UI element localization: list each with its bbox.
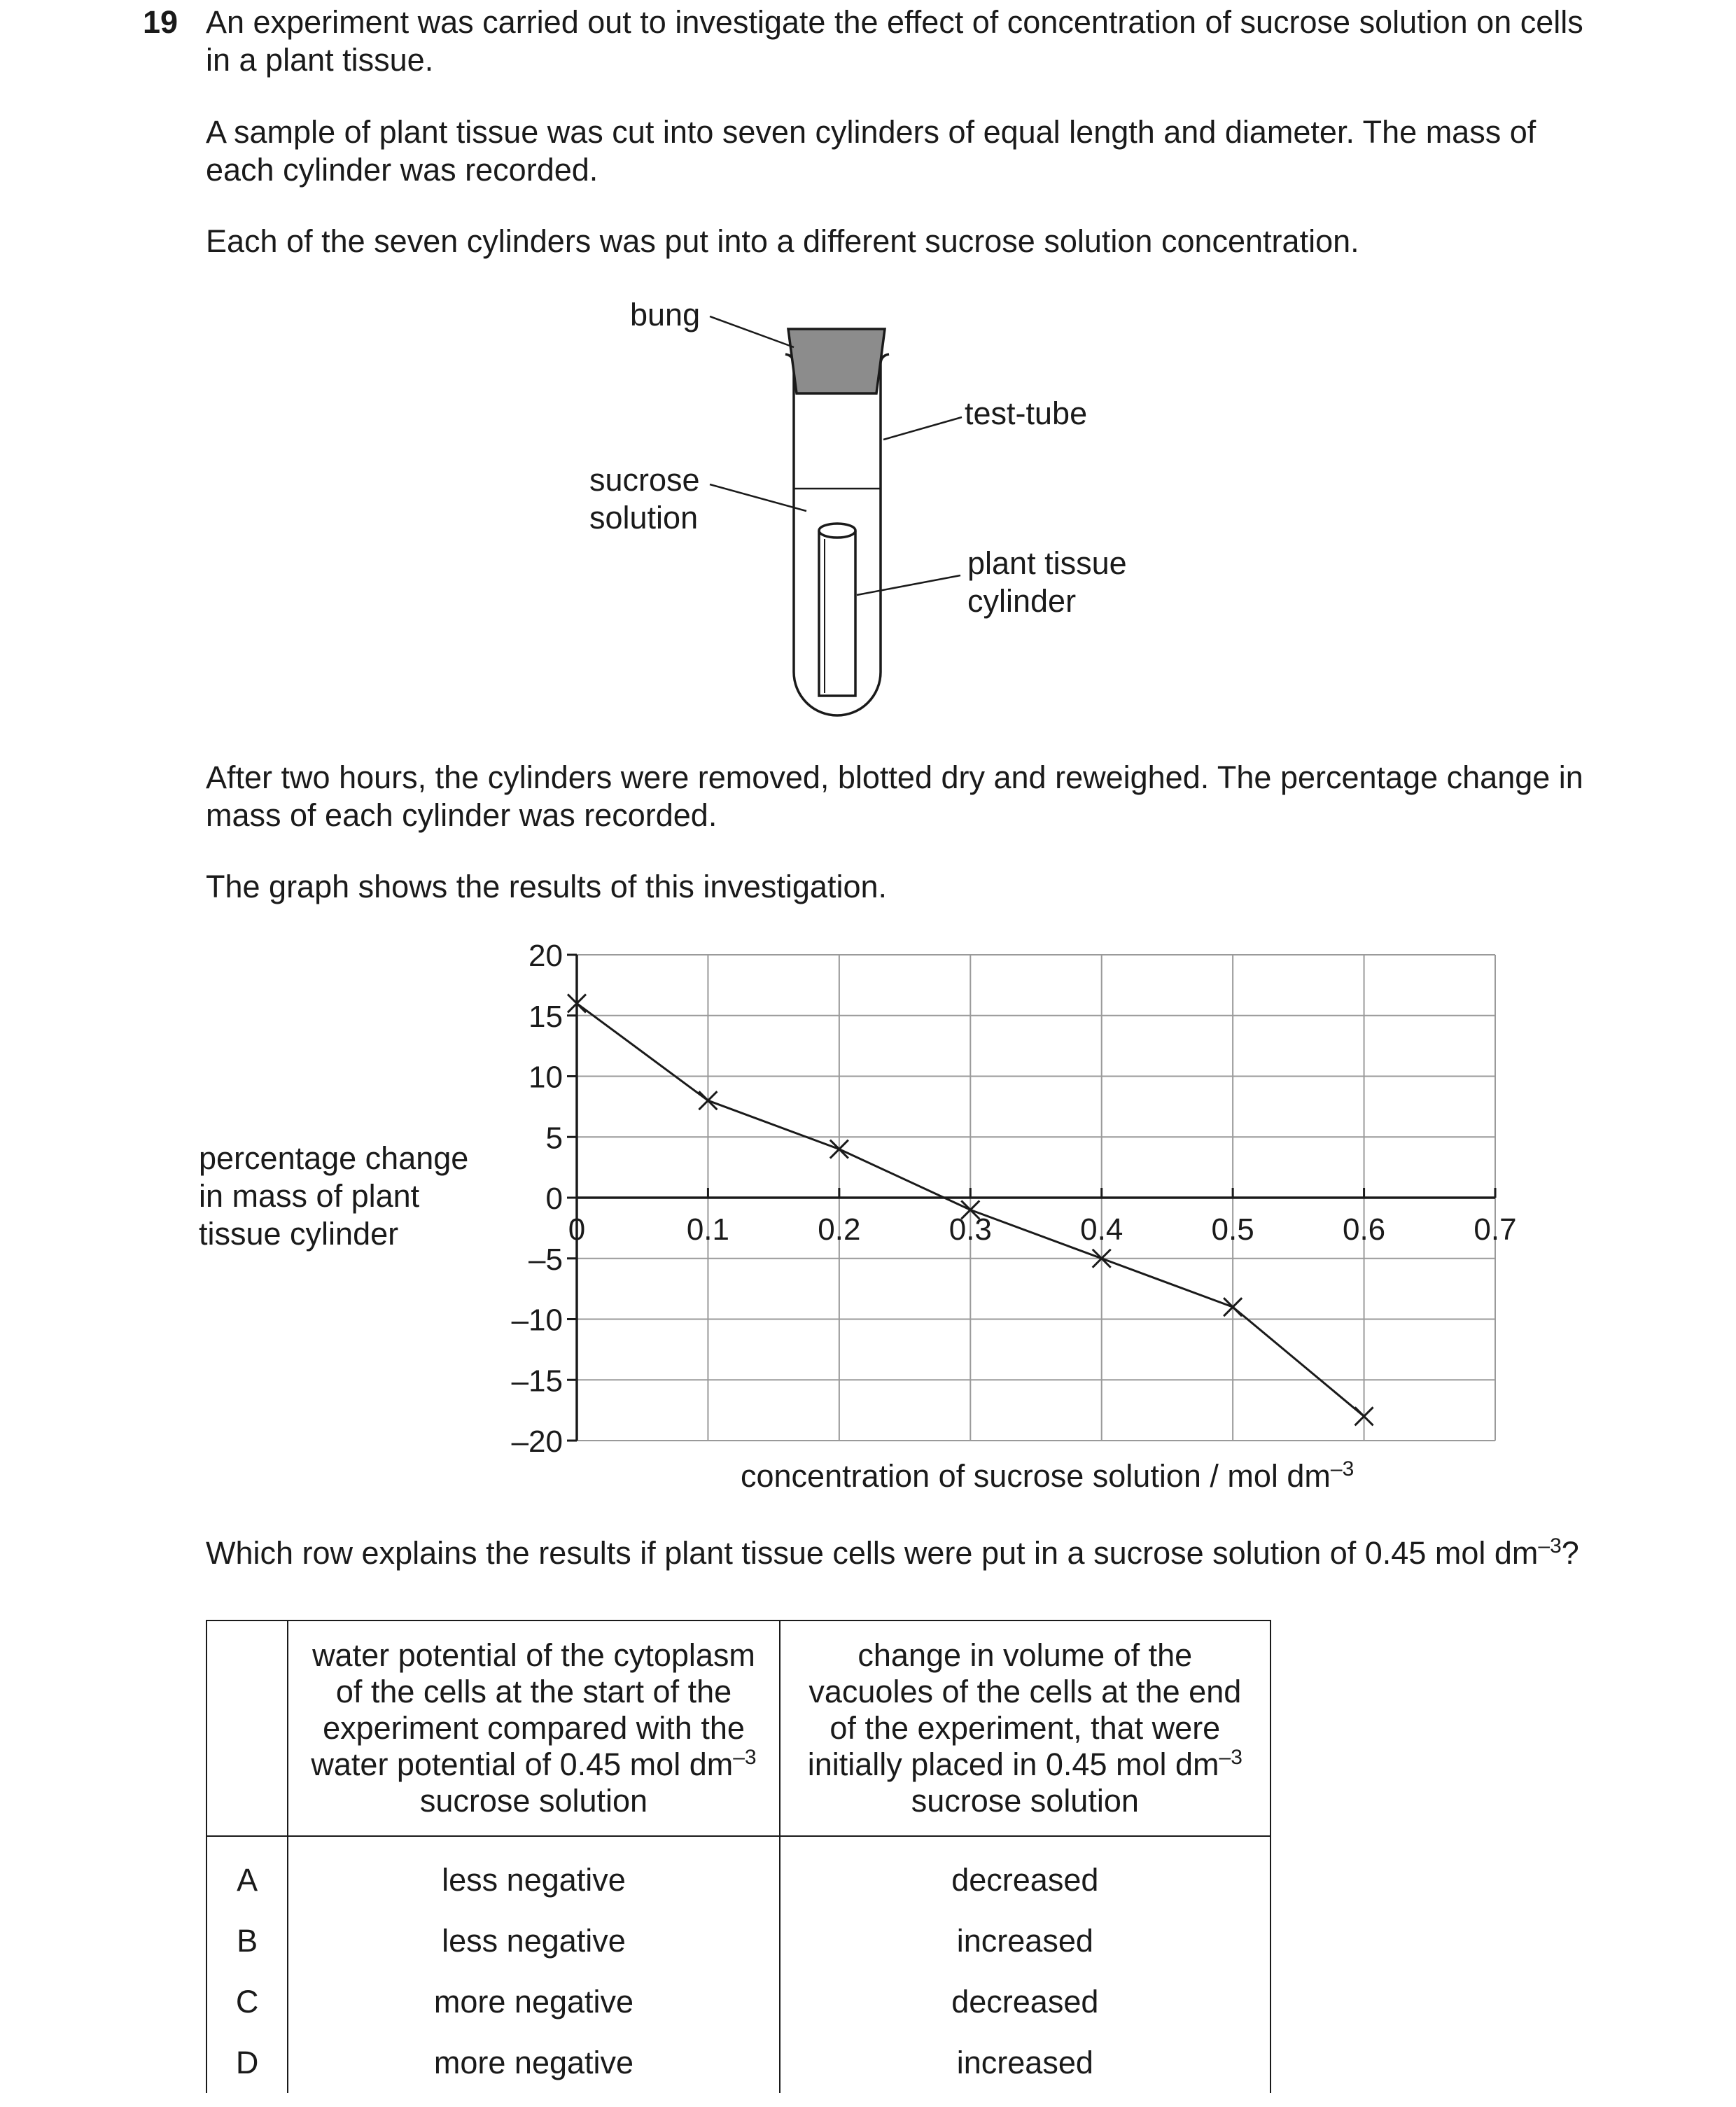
- answer-options-table: [206, 1620, 1271, 2093]
- method-paragraph-1: A sample of plant tissue was cut into seven cylinders of equal length and diameter. The mass of each cylinder was recorded.: [206, 114, 1536, 188]
- x-tick-label: 0.6: [1342, 1212, 1386, 1247]
- sucrose-solution-label-line2: solution: [589, 500, 699, 536]
- y-tick-label: –15: [511, 1364, 563, 1399]
- test-tube-label: test-tube: [965, 396, 1088, 431]
- y-axis-label-line2: in mass of plant: [199, 1178, 420, 1214]
- x-tick-label: 0.2: [818, 1212, 861, 1247]
- x-tick-label: 0.1: [686, 1212, 730, 1247]
- bung-label: bung: [630, 297, 701, 332]
- x-tick-label: 0: [568, 1212, 586, 1247]
- option-row-a[interactable]: [206, 1836, 1270, 1910]
- y-tick-label: –5: [528, 1242, 563, 1277]
- question-intro: An experiment was carried out to investigate the effect of concentration of sucrose solution on cells in a plant tissue.: [206, 4, 1583, 78]
- x-axis-label: concentration of sucrose solution / mol $dm^{-3}$: [741, 1457, 1354, 1494]
- y-tick-label: 0: [545, 1182, 563, 1216]
- header-water-potential: water potential of the cytoplasm of the cells at the start of the experiment compared with the water potential of 0.45 mol $dm^{-3}$ sucrose solution: [288, 1620, 779, 1836]
- header-letter-cell: [206, 1620, 288, 1836]
- option-water-potential: less negative: [288, 1836, 779, 1910]
- sucrose-solution-label-line1: sucrose: [589, 462, 700, 498]
- option-vacuole-change: increased: [956, 1922, 1093, 1959]
- question-number: 19: [143, 4, 178, 40]
- table-header-row: [206, 1620, 1270, 1836]
- x-tick-label: 0.4: [1080, 1212, 1124, 1247]
- method-paragraph-3: After two hours, the cylinders were removed, blotted dry and reweighed. The percentage change in mass of each cylinder was recorded.: [206, 760, 1583, 833]
- x-tick-label: 0.7: [1474, 1212, 1517, 1247]
- option-water-potential: less negative: [288, 1910, 779, 1971]
- y-axis-label-line1: percentage change: [199, 1140, 469, 1176]
- option-row-c[interactable]: [206, 1971, 1270, 2032]
- y-tick-label: 5: [545, 1121, 563, 1156]
- option-letter: D: [206, 2032, 288, 2093]
- plant-tissue-label-line1: plant tissue: [967, 545, 1127, 581]
- option-letter: A: [206, 1836, 288, 1910]
- option-water-potential: more negative: [288, 2032, 779, 2093]
- option-vacuole-change: decreased: [951, 1861, 1099, 1898]
- x-tick-label: 0.3: [948, 1212, 992, 1247]
- method-paragraph-2: Each of the seven cylinders was put into a different sucrose solution concentration.: [206, 223, 1359, 259]
- question-prompt: Which row explains the results if plant tissue cells were put in a sucrose solution of 0.45 mol $dm^{-3}$?: [206, 1534, 1579, 1571]
- option-letter: B: [206, 1910, 288, 1971]
- option-vacuole-change: decreased: [951, 1983, 1099, 2019]
- plant-tissue-label-line2: cylinder: [967, 583, 1077, 619]
- y-tick-label: 15: [528, 999, 563, 1034]
- option-letter: C: [206, 1971, 288, 2032]
- option-water-potential: more negative: [288, 1971, 779, 2032]
- y-tick-label: –10: [511, 1303, 563, 1338]
- y-axis-label-line3: tissue cylinder: [199, 1216, 399, 1252]
- option-vacuole-change: increased: [956, 2044, 1093, 2080]
- option-row-b[interactable]: [206, 1910, 1270, 1971]
- y-tick-label: 20: [528, 939, 563, 973]
- option-row-d[interactable]: [206, 2032, 1270, 2093]
- graph-intro: The graph shows the results of this investigation.: [206, 869, 888, 904]
- x-tick-label: 0.5: [1211, 1212, 1254, 1247]
- header-vacuole-volume: change in volume of the vacuoles of the cells at the end of the experiment, that were initially placed in 0.45 mol $dm^{-3}$ sucrose solution: [780, 1620, 1270, 1836]
- y-tick-label: –20: [511, 1424, 563, 1459]
- y-tick-label: 10: [528, 1060, 563, 1095]
